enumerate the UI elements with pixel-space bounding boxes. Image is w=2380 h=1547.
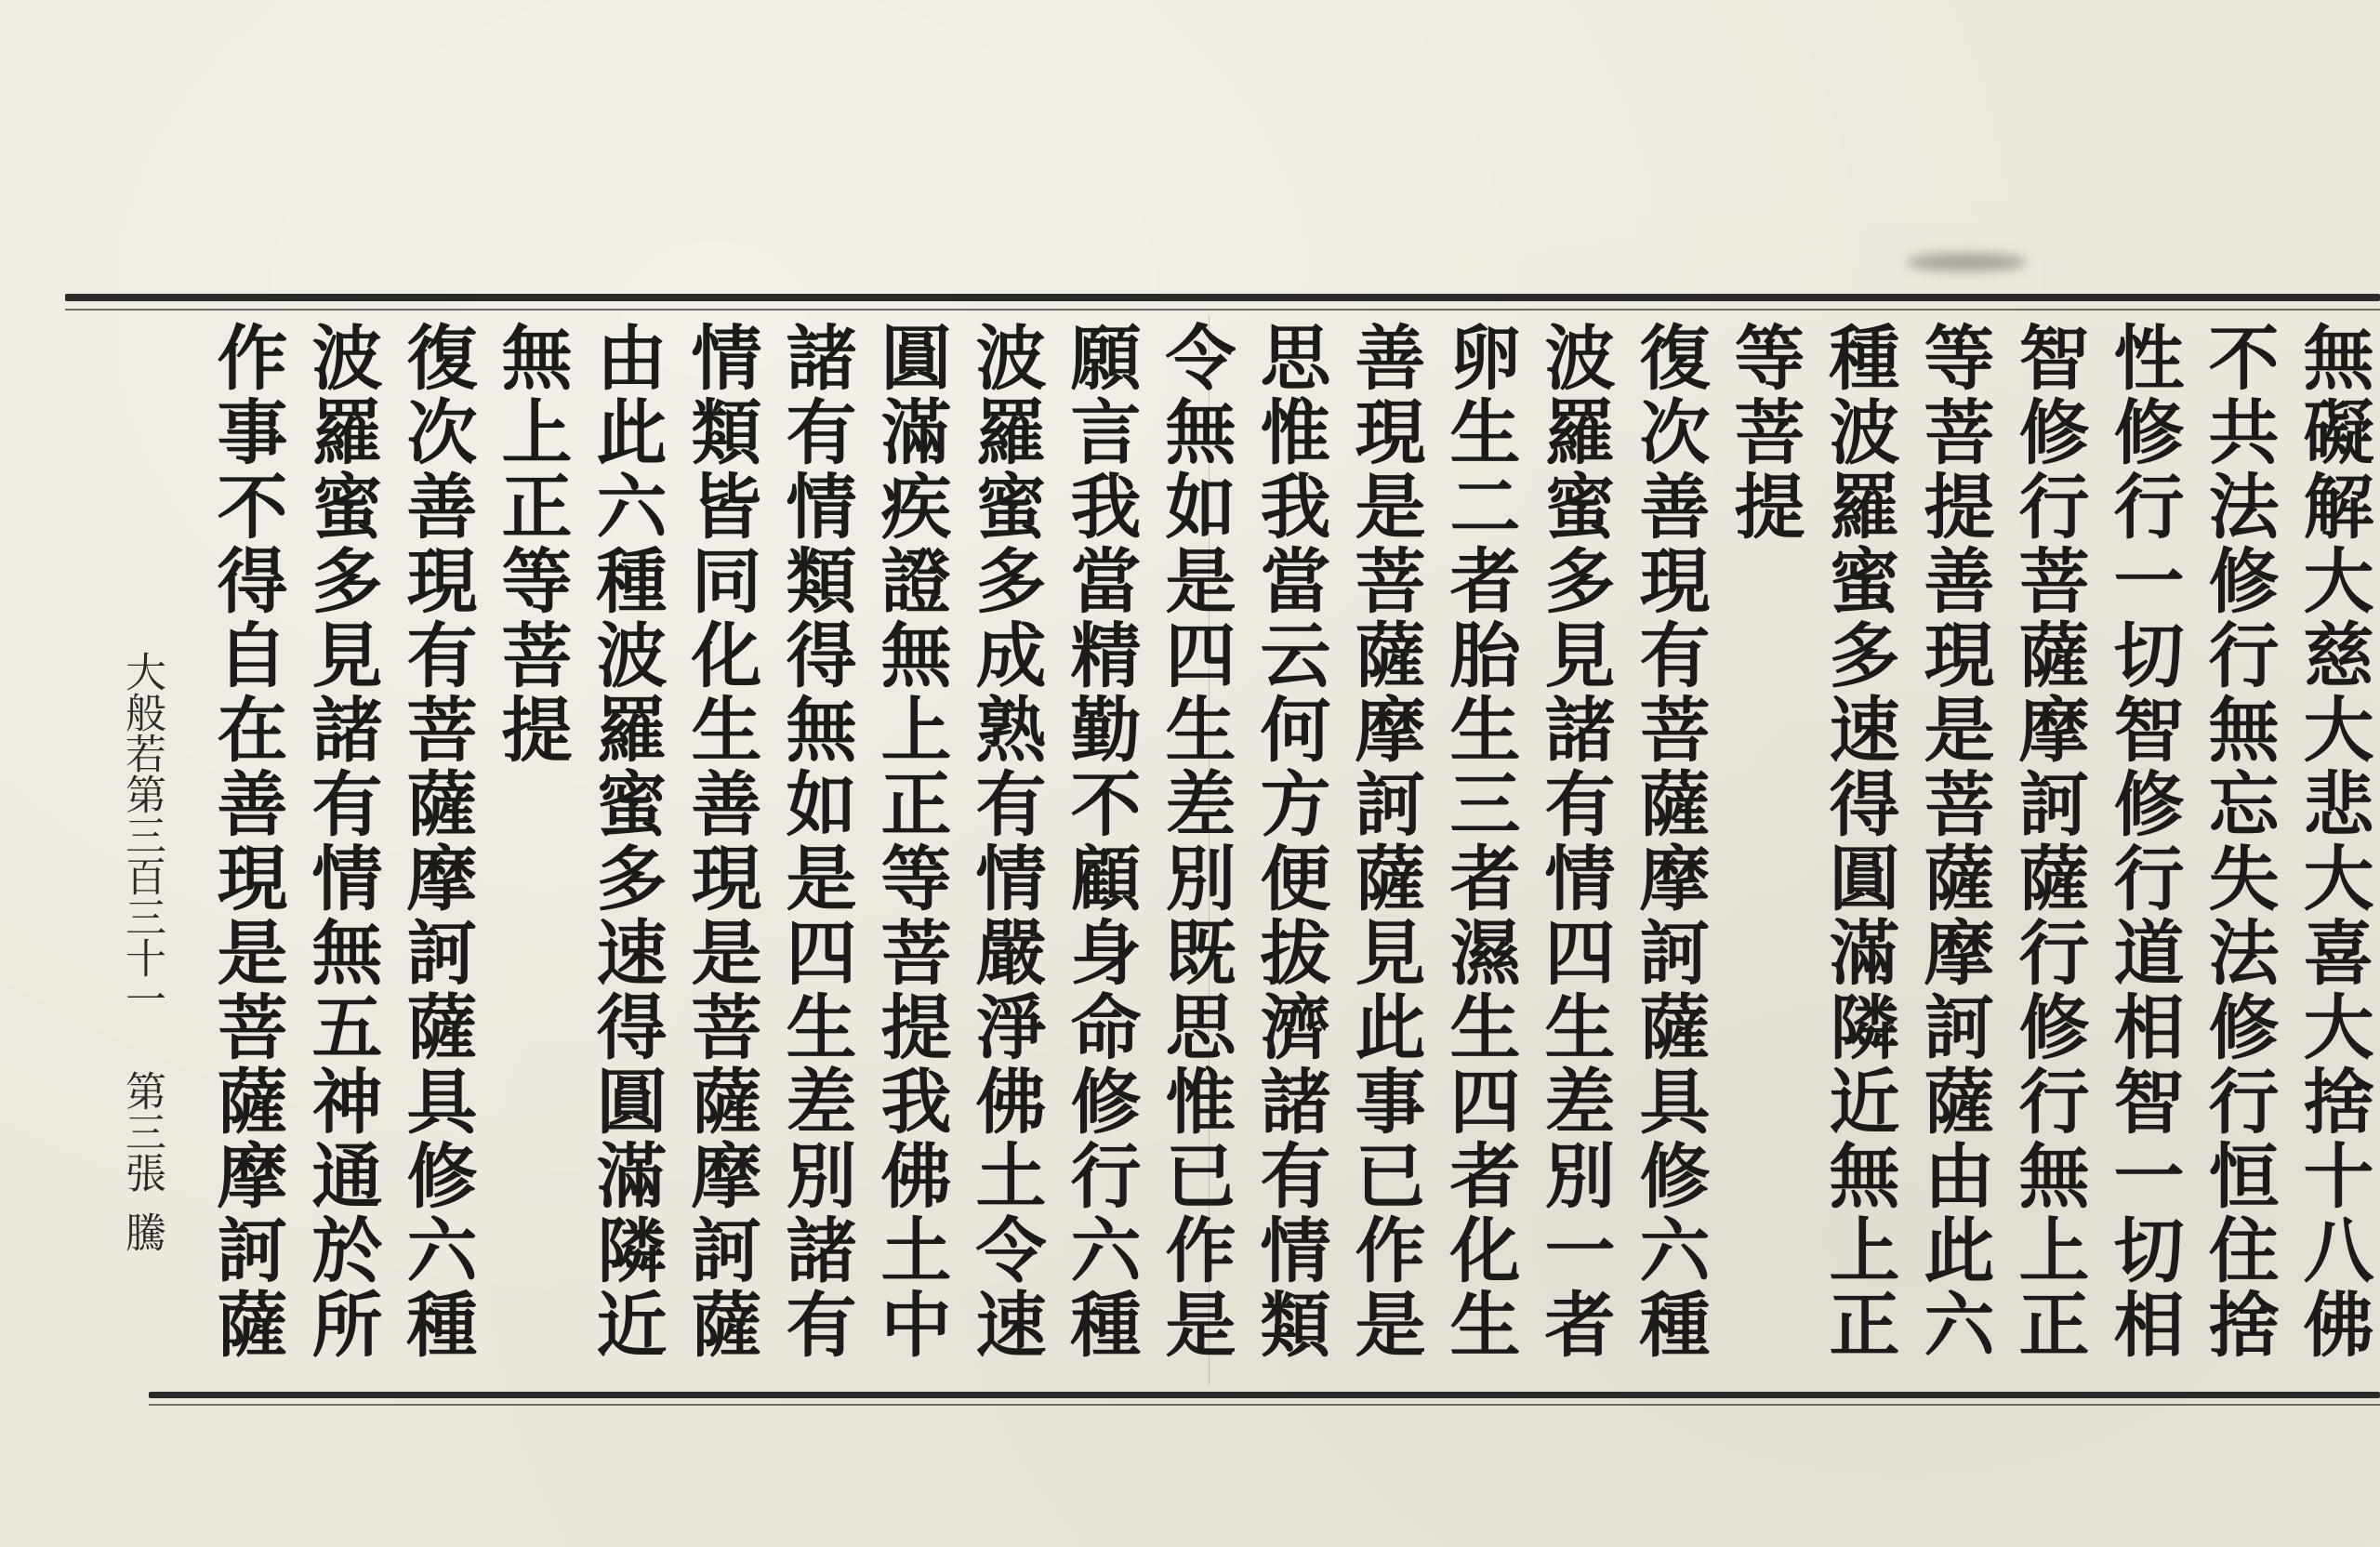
text-column: 善現是菩薩摩訶薩見此事已作是 bbox=[1343, 321, 1426, 1362]
text-column: 圓滿疾證無上正等菩提我佛土中 bbox=[869, 321, 952, 1362]
text-column: 卵生二者胎生三者濕生四者化生 bbox=[1438, 321, 1521, 1362]
text-column: 種波羅蜜多速得圓滿隣近無上正 bbox=[1818, 321, 1900, 1362]
volume-title: 大般若第三百三十一 bbox=[118, 651, 165, 1019]
text-column: 波羅蜜多成熟有情嚴淨佛土令速 bbox=[964, 321, 1047, 1362]
carver-mark: 騰 bbox=[118, 1211, 165, 1252]
top-border-rule-thin bbox=[65, 309, 2380, 311]
text-column: 波羅蜜多見諸有情無五神通於所 bbox=[300, 321, 383, 1362]
text-column: 不共法修行無忘失法修行恒住捨 bbox=[2197, 321, 2280, 1362]
text-column: 智修行菩薩摩訶薩行修行無上正 bbox=[2007, 321, 2090, 1362]
text-column: 無上正等菩提 bbox=[490, 321, 573, 767]
text-column: 由此六種波羅蜜多速得圓滿隣近 bbox=[585, 321, 668, 1362]
margin-notation bbox=[65, 651, 167, 1357]
text-column: 等菩提 bbox=[1723, 321, 1805, 544]
sheet-number: 第三張 bbox=[118, 1070, 165, 1193]
text-column: 復次善現有菩薩摩訶薩具修六種 bbox=[1628, 321, 1711, 1362]
text-column: 復次善現有菩薩摩訶薩具修六種 bbox=[395, 321, 478, 1362]
text-column: 諸有情類得無如是四生差別諸有 bbox=[774, 321, 857, 1362]
text-column: 令無如是四生差別既思惟已作是 bbox=[1154, 321, 1236, 1362]
bottom-border-rule-thin bbox=[149, 1404, 2380, 1406]
text-column: 等菩提善現是菩薩摩訶薩由此六 bbox=[1912, 321, 1995, 1362]
text-column: 性修行一切智修行道相智一切相 bbox=[2102, 321, 2185, 1362]
bottom-border-rule bbox=[149, 1392, 2380, 1398]
margin-notation-column bbox=[116, 651, 167, 1357]
text-block bbox=[112, 321, 2380, 1390]
top-border-rule bbox=[65, 294, 2380, 301]
text-column: 願言我當精勤不顧身命修行六種 bbox=[1059, 321, 1142, 1362]
text-column: 情類皆同化生善現是菩薩摩訶薩 bbox=[680, 321, 762, 1362]
text-column: 無礙解大慈大悲大喜大捨十八佛 bbox=[2292, 321, 2374, 1362]
text-column: 思惟我當云何方便拔濟諸有情類 bbox=[1249, 321, 1331, 1362]
ink-smudge bbox=[1906, 253, 2027, 271]
text-column: 波羅蜜多見諸有情四生差別一者 bbox=[1533, 321, 1616, 1362]
text-column: 作事不得自在善現是菩薩摩訶薩 bbox=[205, 321, 288, 1362]
